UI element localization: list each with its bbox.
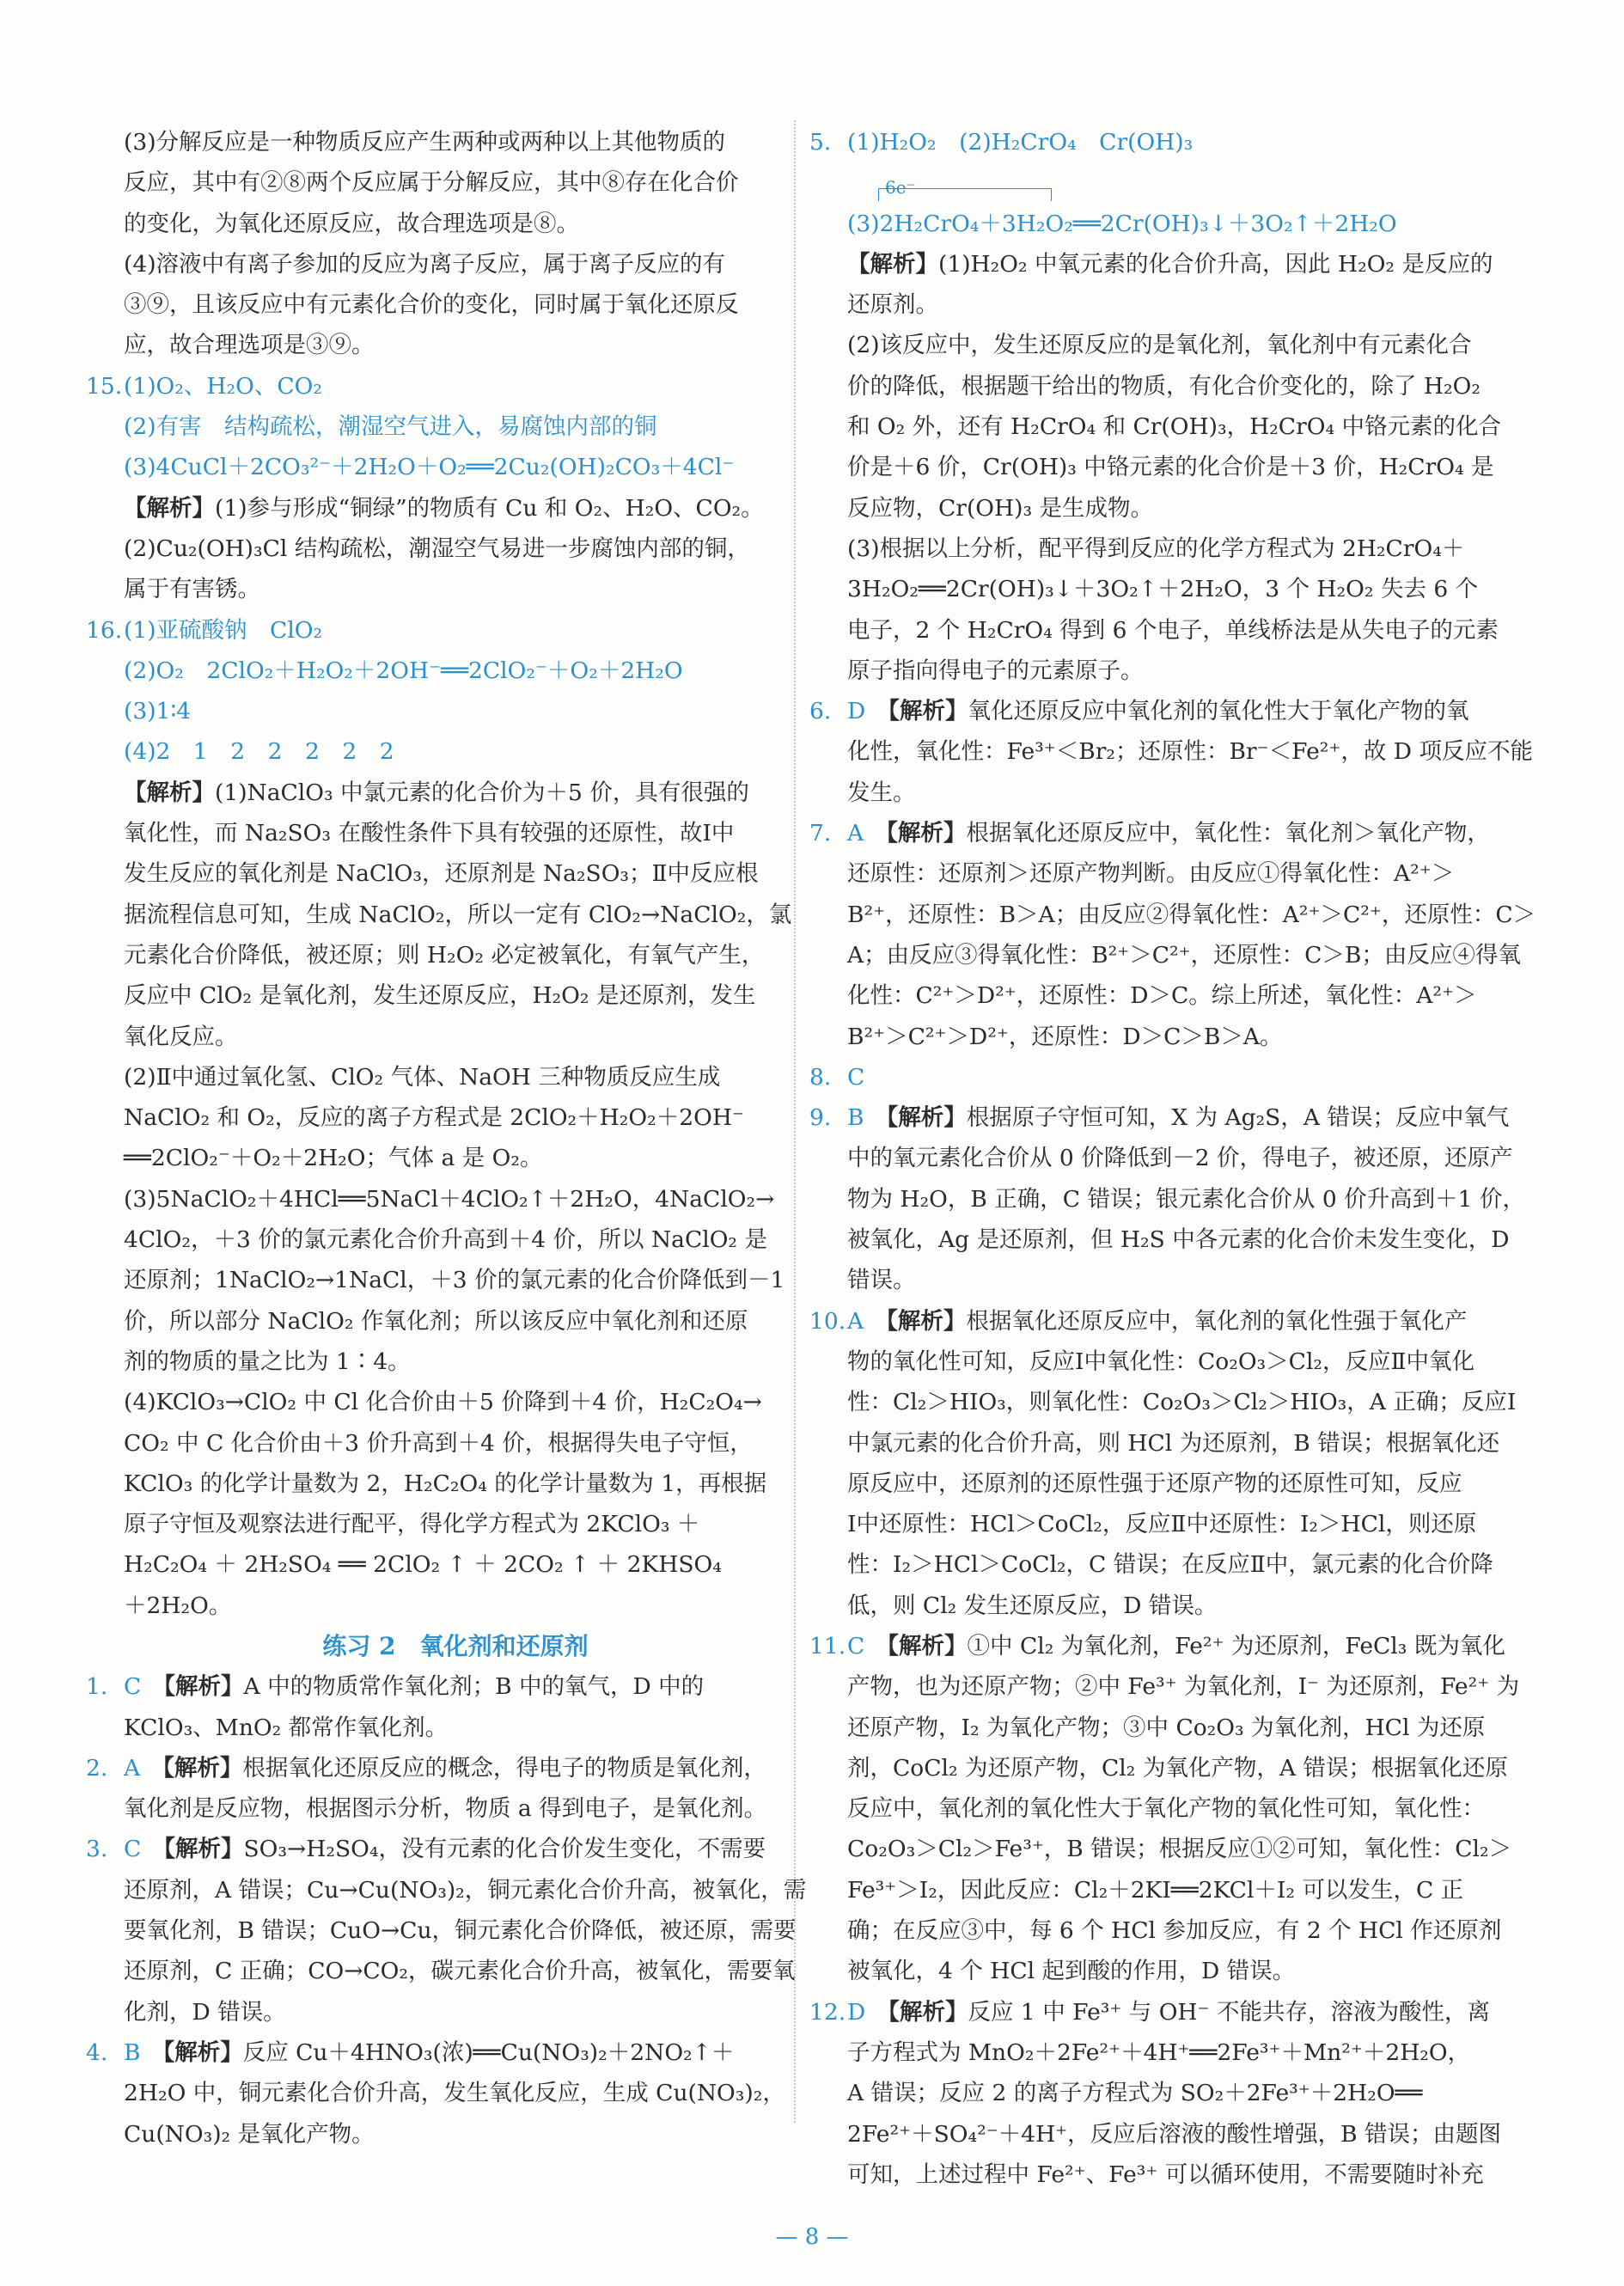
text-line — [86, 2073, 791, 2113]
line-text: (1)NaClO₃ 中氯元素的化合价为＋5 价，具有很强的 — [215, 779, 749, 806]
line-text: 中的氧元素化合价从 0 价降低到－2 价，得电子，被还原，还原产 — [847, 1145, 1513, 1172]
text-line — [809, 2155, 1531, 2195]
text-line — [86, 773, 791, 813]
line-text: 可知，上述过程中 Fe²⁺、Fe³⁺ 可以循环使用，不需要随时补充 — [847, 2161, 1484, 2188]
text-line — [86, 1992, 791, 2032]
text-line — [809, 569, 1531, 609]
question-number: 11. — [809, 1632, 846, 1659]
line-text: 氧化剂是反应物，根据图示分析，物质 a 得到电子，是氧化剂。 — [124, 1795, 767, 1823]
text-line — [86, 244, 791, 284]
line-text: 反应中，氧化剂的氧化性大于氧化产物的氧化性可知，氧化性： — [847, 1795, 1485, 1823]
line-text: (4)溶液中有离子参加的反应为离子反应，属于离子反应的有 — [124, 250, 726, 278]
question-number: 7. — [809, 820, 832, 847]
line-text: 原子守恒及观察法进行配平，得化学方程式为 2KClO₃ ＋ — [124, 1511, 700, 1538]
answer-choice: B — [124, 2038, 141, 2066]
line-text: 低，则 Cl₂ 发生还原反应，D 错误。 — [847, 1592, 1218, 1619]
text-line — [809, 610, 1531, 651]
line-text: (2)Cu₂(OH)₃Cl 结构疏松，潮湿空气易进一步腐蚀内部的铜， — [124, 535, 750, 562]
column-divider — [794, 120, 796, 2123]
answer-item — [86, 610, 791, 651]
line-text: 根据氧化还原反应的概念，得电子的物质是氧化剂， — [242, 1754, 766, 1782]
answer-item — [86, 1748, 791, 1788]
line-text: 元素化合价降低，被还原；则 H₂O₂ 必定被氧化，有氧气产生， — [124, 941, 765, 969]
line-text: 反应物，Cr(OH)₃ 是生成物。 — [847, 494, 1154, 522]
answer-item — [809, 1301, 1531, 1342]
line-text: 性：Cl₂＞HIO₃，则氧化性：Co₂O₃＞Cl₂＞HIO₃，A 正确；反应Ⅰ — [847, 1389, 1517, 1416]
text-line — [809, 488, 1531, 529]
line-text: H₂C₂O₄ ＋ 2H₂SO₄ ══ 2ClO₂ ↑ ＋ 2CO₂ ↑ ＋ 2KHSO₄ — [124, 1551, 722, 1579]
analysis-label: 【解析】 — [162, 2038, 243, 2066]
line-text: (1)H₂O₂ 中氧元素的化合价升高，因此 H₂O₂ 是反应的 — [938, 250, 1493, 278]
answer-item — [809, 1626, 1531, 1666]
text-line — [809, 1138, 1531, 1178]
line-text: 错误。 — [847, 1267, 916, 1294]
line-text: (2)该反应中，发生还原反应的是氧化剂，氧化剂中有元素化合 — [847, 332, 1472, 359]
answer-item — [86, 2032, 791, 2073]
line-text: 中氯元素的化合价升高，则 HCl 为还原剂，B 错误；根据氧化还 — [847, 1429, 1500, 1457]
text-line — [86, 1423, 791, 1464]
text-line — [809, 2073, 1531, 2113]
line-text: 子方程式为 MnO₂＋2Fe²⁺＋4H⁺══2Fe³⁺＋Mn²⁺＋2H₂O， — [847, 2038, 1471, 2066]
line-text: (3)2H₂CrO₄＋3H₂O₂══2Cr(OH)₃↓＋3O₂↑＋2H₂O — [847, 210, 1397, 237]
line-text: 还原产物，I₂ 为氧化产物；③中 Co₂O₃ 为氧化剂，HCl 为还原 — [847, 1714, 1486, 1741]
analysis-label: 【解析】 — [163, 1673, 244, 1701]
line-text: ①中 Cl₂ 为氧化剂，Fe²⁺ 为还原剂，FeCl₃ 既为氧化 — [967, 1632, 1505, 1659]
text-line — [86, 1097, 791, 1138]
line-text: 发生。 — [847, 779, 916, 806]
text-line — [809, 853, 1531, 894]
section-title: 练习 2 氧化剂和还原剂 — [322, 1631, 589, 1660]
text-line — [809, 366, 1531, 406]
line-text: 原子指向得电子的元素原子。 — [847, 657, 1144, 684]
question-number: 5. — [809, 129, 832, 156]
text-line — [86, 1586, 791, 1626]
text-line — [86, 1870, 807, 1910]
line-text: (4)2 1 2 2 2 2 2 — [124, 738, 394, 766]
line-text: 3H₂O₂══2Cr(OH)₃↓＋3O₂↑＋2H₂O，3 个 H₂O₂ 失去 6 个 — [847, 576, 1479, 603]
text-line — [86, 1504, 791, 1544]
text-line — [86, 569, 791, 609]
line-text: (4)KClO₃→ClO₂ 中 Cl 化合价由＋5 价降到＋4 价，H₂C₂O₄→ — [124, 1389, 762, 1416]
question-number: 9. — [809, 1104, 832, 1132]
line-text: 原反应中，还原剂的还原性强于还原产物的还原性可知，反应 — [847, 1470, 1462, 1497]
line-text: 剂的物质的量之比为 1∶4。 — [124, 1348, 411, 1375]
line-text: (2)有害 结构疏松，潮湿空气进入，易腐蚀内部的铜 — [124, 413, 657, 441]
analysis-label: 【解析】 — [887, 1632, 968, 1659]
line-text: ③⑨，且该反应中有元素化合价的变化，同时属于氧化还原反 — [124, 291, 739, 319]
line-text: (3)根据以上分析，配平得到反应的化学方程式为 2H₂CrO₄＋ — [847, 535, 1465, 562]
line-text: Fe³⁺＞I₂，因此反应：Cl₂＋2KI══2KCl＋I₂ 可以发生，C 正 — [847, 1876, 1464, 1904]
line-text: 化剂，D 错误。 — [124, 1998, 286, 2026]
line-text: 反应 Cu＋4HNO₃(浓)══Cu(NO₃)₂＋2NO₂↑＋ — [242, 2038, 735, 2066]
text-line — [809, 773, 1531, 813]
question-number: 10. — [809, 1307, 846, 1335]
analysis-label: 【解析】 — [888, 698, 968, 725]
line-text: 价，所以部分 NaClO₂ 作氧化剂；所以该反应中氧化剂和还原 — [124, 1307, 748, 1335]
text-line — [809, 1382, 1531, 1422]
answer-choice: A — [124, 1754, 141, 1782]
line-text: (2)O₂ 2ClO₂＋H₂O₂＋2OH⁻══2ClO₂⁻＋O₂＋2H₂O — [124, 657, 683, 684]
line-text: Cu(NO₃)₂ 是氧化产物。 — [124, 2120, 375, 2148]
line-text: 价的降低，根据题干给出的物质，有化合价变化的，除了 H₂O₂ — [847, 372, 1481, 400]
text-line — [809, 1544, 1531, 1585]
line-text: 要氧化剂，B 错误；CuO→Cu，铜元素化合价降低，被还原，需要 — [124, 1917, 797, 1945]
line-text: 的变化，为氧化还原反应，故合理选项是⑧。 — [124, 210, 579, 237]
text-line — [86, 1179, 791, 1219]
text-line — [809, 406, 1531, 447]
line-text: SO₃→H₂SO₄，没有元素的化合价发生变化，不需要 — [243, 1836, 766, 1863]
text-line — [86, 1301, 791, 1342]
text-line — [86, 1017, 791, 1057]
text-line — [86, 1951, 796, 1991]
answer-choice: C — [847, 1063, 865, 1091]
question-number: 3. — [86, 1836, 108, 1863]
line-text: 应，故合理选项是③⑨。 — [124, 332, 375, 359]
text-line — [809, 1910, 1531, 1951]
line-text: 产物，也为还原产物；②中 Fe³⁺ 为氧化剂，I⁻ 为还原剂，Fe²⁺ 为 — [847, 1673, 1520, 1701]
text-line — [809, 1870, 1531, 1910]
question-number: 8. — [809, 1063, 832, 1091]
line-text: ＋2H₂O。 — [124, 1592, 232, 1619]
text-line — [86, 975, 791, 1016]
text-line — [809, 651, 1531, 691]
line-text: (3)4CuCl＋2CO₃²⁻＋2H₂O＋O₂══2Cu₂(OH)₂CO₃＋4Cl⁻ — [124, 454, 735, 481]
line-text: A；由反应③得氧化性：B²⁺＞C²⁺，还原性：C＞B；由反应④得氧 — [847, 941, 1521, 969]
line-text: 确；在反应③中，每 6 个 HCl 参加反应，有 2 个 HCl 作还原剂 — [847, 1917, 1502, 1945]
line-text: 和 O₂ 外，还有 H₂CrO₄ 和 Cr(OH)₃，H₂CrO₄ 中铬元素的化合 — [847, 413, 1502, 441]
text-line — [86, 529, 791, 569]
line-text: 氧化性，而 Na₂SO₃ 在酸性条件下具有较强的还原性，故Ⅰ中 — [124, 820, 735, 847]
text-line — [86, 1342, 791, 1382]
text-line — [809, 975, 1531, 1016]
line-text: 电子，2 个 H₂CrO₄ 得到 6 个电子，单线桥法是从失电子的元素 — [847, 616, 1499, 644]
line-text: (1)O₂、H₂O、CO₂ — [124, 372, 322, 400]
text-line — [86, 447, 791, 487]
line-text: 反应中 ClO₂ 是氧化剂，发生还原反应，H₂O₂ 是还原剂，发生 — [124, 982, 756, 1010]
answer-choice: A — [847, 1307, 864, 1335]
answer-item — [809, 1992, 1531, 2032]
text-line — [809, 1179, 1531, 1219]
left-column — [86, 122, 807, 2155]
answer-item — [86, 366, 791, 406]
text-line — [86, 813, 791, 853]
line-text: 还原剂。 — [847, 291, 938, 319]
text-line — [809, 1666, 1531, 1707]
question-number: 6. — [809, 698, 832, 725]
answer-item — [809, 1097, 1531, 1138]
line-text: 价是＋6 价，Cr(OH)₃ 中铬元素的化合价是＋3 价，H₂CrO₄ 是 — [847, 454, 1494, 481]
line-text: 根据氧化还原反应中，氧化剂的氧化性强于氧化产 — [966, 1307, 1468, 1335]
text-line — [86, 895, 791, 935]
text-line — [86, 1464, 791, 1504]
line-text: (1)亚硫酸钠 ClO₂ — [124, 616, 323, 644]
text-line — [809, 731, 1531, 772]
line-text: 2H₂O 中，铜元素化合价升高，发生氧化反应，生成 Cu(NO₃)₂， — [124, 2080, 785, 2107]
analysis-label: 【解析】 — [163, 1836, 244, 1863]
text-line — [86, 284, 791, 325]
text-line — [86, 651, 791, 691]
line-text: 属于有害锈。 — [124, 576, 260, 603]
line-text: (2)Ⅱ中通过氧化氢、ClO₂ 气体、NaOH 三种物质反应生成 — [124, 1063, 721, 1091]
text-line — [86, 935, 791, 975]
line-text: (3)5NaClO₂＋4HCl══5NaCl＋4ClO₂↑＋2H₂O，4NaClO₂→ — [124, 1185, 775, 1213]
text-line — [86, 1382, 791, 1422]
line-text: 还原剂；1NaClO₂→1NaCl，＋3 价的氯元素的化合价降低到－1 — [124, 1267, 785, 1294]
text-line — [86, 1138, 791, 1178]
text-line — [809, 1260, 1531, 1300]
text-line — [809, 1342, 1531, 1382]
text-line — [809, 1788, 1531, 1829]
text-line — [86, 853, 791, 894]
answer-choice: C — [847, 1632, 865, 1659]
text-line — [86, 1544, 791, 1585]
line-text: 剂，CoCl₂ 为还原产物，Cl₂ 为氧化产物，A 错误；根据氧化还原 — [847, 1754, 1508, 1782]
text-line — [86, 1708, 791, 1748]
question-number: 12. — [809, 1998, 846, 2026]
answer-choice: B — [847, 1104, 864, 1132]
text-line — [809, 2114, 1531, 2155]
text-line — [809, 1504, 1531, 1544]
analysis-label: 【解析】 — [886, 1307, 967, 1335]
line-text: A 中的物质常作氧化剂；B 中的氧气，D 中的 — [243, 1673, 705, 1701]
text-line — [86, 1219, 791, 1260]
text-line — [809, 529, 1531, 569]
line-text: Ⅰ中还原性：HCl＞CoCl₂，反应Ⅱ中还原性：I₂＞HCl，则还原 — [847, 1511, 1477, 1538]
line-text: Co₂O₃＞Cl₂＞Fe³⁺，B 错误；根据反应①②可知，氧化性：Cl₂＞ — [847, 1836, 1512, 1863]
text-line — [809, 1219, 1531, 1260]
line-text: 被氧化，Ag 是还原剂，但 H₂S 中各元素的化合价未发生变化，D — [847, 1226, 1510, 1254]
line-text: 反应 1 中 Fe³⁺ 与 OH⁻ 不能共存，溶液为酸性，离 — [968, 1998, 1490, 2026]
answer-choice: D — [847, 1998, 866, 2026]
line-text: 还原剂，C 正确；CO→CO₂，碳元素化合价升高，被氧化，需要氧 — [124, 1958, 796, 1985]
question-number: 4. — [86, 2038, 108, 2066]
text-line — [809, 204, 1531, 244]
line-text: 氧化反应。 — [124, 1023, 238, 1050]
line-text: (3)分解反应是一种物质反应产生两种或两种以上其他物质的 — [124, 129, 726, 156]
line-text: 氧化还原反应中氧化剂的氧化性大于氧化产物的氧 — [968, 698, 1469, 725]
text-line — [86, 1788, 791, 1829]
answer-item — [86, 1829, 791, 1869]
answer-item — [86, 1666, 791, 1707]
text-line — [86, 2114, 791, 2155]
line-text: 化性，氧化性：Fe³⁺＜Br₂；还原性：Br⁻＜Fe²⁺，故 D 项反应不能 — [847, 738, 1533, 766]
text-line — [809, 1423, 1531, 1464]
answer-choice: D — [847, 698, 866, 725]
text-line — [86, 162, 791, 203]
text-line — [809, 1708, 1531, 1748]
line-text: 4ClO₂，＋3 价的氯元素化合价升高到＋4 价，所以 NaClO₂ 是 — [124, 1226, 767, 1254]
line-text: 性：I₂＞HCl＞CoCl₂，C 错误；在反应Ⅱ中，氯元素的化合价降 — [847, 1551, 1493, 1579]
line-text: 还原性：还原剂＞还原产物判断。由反应①得氧化性：A²⁺＞ — [847, 860, 1455, 888]
question-number: 1. — [86, 1673, 108, 1701]
line-text: 根据氧化还原反应中，氧化性：氧化剂＞氧化产物， — [966, 820, 1490, 847]
line-text: A 错误；反应 2 的离子方程式为 SO₂＋2Fe³⁺＋2H₂O══ — [847, 2080, 1423, 2107]
line-text: 物的氧化性可知，反应Ⅰ中氧化性：Co₂O₃＞Cl₂，反应Ⅱ中氧化 — [847, 1348, 1475, 1375]
analysis-label: 【解析】 — [124, 779, 215, 806]
line-text: 反应，其中有②⑧两个反应属于分解反应，其中⑧存在化合价 — [124, 169, 739, 197]
text-line — [809, 1951, 1531, 1991]
line-text: KClO₃、MnO₂ 都常作氧化剂。 — [124, 1714, 449, 1741]
line-text: B²⁺＞C²⁺＞D²⁺，还原性：D＞C＞B＞A。 — [847, 1023, 1283, 1050]
line-text: KClO₃ 的化学计量数为 2，H₂C₂O₄ 的化学计量数为 1，再根据 — [124, 1470, 767, 1497]
text-line — [809, 2032, 1531, 2073]
text-line — [86, 204, 791, 244]
line-text: NaClO₂ 和 O₂，反应的离子方程式是 2ClO₂＋H₂O₂＋2OH⁻ — [124, 1104, 744, 1132]
answer-item — [809, 691, 1531, 731]
line-text: 还原剂，A 错误；Cu→Cu(NO₃)₂，铜元素化合价升高，被氧化，需 — [124, 1876, 807, 1904]
line-text: B²⁺，还原性：B＞A；由反应②得氧化性：A²⁺＞C²⁺，还原性：C＞ — [847, 901, 1536, 928]
analysis-label: 【解析】 — [124, 494, 215, 522]
analysis-label: 【解析】 — [886, 820, 967, 847]
answer-choice: C — [124, 1673, 142, 1701]
text-line — [809, 1586, 1531, 1626]
text-line — [809, 244, 1531, 284]
page-number: — 8 — — [775, 2224, 849, 2250]
text-line — [809, 895, 1536, 935]
text-line — [86, 1910, 797, 1951]
electron-count-label: 6e⁻ — [885, 177, 916, 199]
text-line — [86, 691, 791, 731]
line-text: 2Fe²⁺＋SO₄²⁻＋4H⁺，反应后溶液的酸性增强，B 错误；由题图 — [847, 2120, 1502, 2148]
answer-choice: C — [124, 1836, 142, 1863]
answer-item — [809, 813, 1531, 853]
line-text: (1)参与形成“铜绿”的物质有 Cu 和 O₂、H₂O、CO₂。 — [215, 494, 764, 522]
line-text: ══2ClO₂⁻＋O₂＋2H₂O；气体 a 是 O₂。 — [124, 1145, 543, 1172]
text-line — [86, 488, 791, 529]
text-line — [809, 935, 1531, 975]
text-line — [809, 1017, 1531, 1057]
text-line — [86, 731, 791, 772]
analysis-label: 【解析】 — [886, 1104, 967, 1132]
line-text: 化性：C²⁺＞D²⁺，还原性：D＞C。综上所述，氧化性：A²⁺＞ — [847, 982, 1477, 1010]
answer-item — [809, 122, 1531, 162]
line-text: 物为 H₂O，B 正确，C 错误；银元素化合价从 0 价升高到＋1 价， — [847, 1185, 1525, 1213]
text-line — [809, 1829, 1531, 1869]
line-text: 发生反应的氧化剂是 NaClO₃，还原剂是 Na₂SO₃；Ⅱ中反应根 — [124, 860, 759, 888]
question-number: 16. — [86, 616, 123, 644]
text-line — [86, 1260, 791, 1300]
line-text: 据流程信息可知，生成 NaClO₂，所以一定有 ClO₂→NaClO₂，氯 — [124, 901, 792, 928]
answer-item — [809, 1057, 1531, 1097]
text-line — [809, 325, 1531, 365]
analysis-label: 【解析】 — [888, 1998, 968, 2026]
line-text: CO₂ 中 C 化合价由＋3 价升高到＋4 价，根据得失电子守恒， — [124, 1429, 753, 1457]
line-text: 被氧化，4 个 HCl 起到酸的作用，D 错误。 — [847, 1958, 1296, 1985]
analysis-label: 【解析】 — [162, 1754, 243, 1782]
text-line — [809, 1464, 1531, 1504]
text-line — [809, 447, 1531, 487]
text-line — [86, 325, 791, 365]
question-number: 2. — [86, 1754, 108, 1782]
right-column — [809, 122, 1536, 2195]
line-text: (3)1∶4 — [124, 698, 192, 725]
text-line — [809, 1748, 1531, 1788]
text-line — [809, 284, 1531, 325]
line-text: (1)H₂O₂ (2)H₂CrO₄ Cr(OH)₃ — [847, 129, 1194, 156]
line-text: 根据原子守恒可知，X 为 Ag₂S，A 错误；反应中氧气 — [966, 1104, 1510, 1132]
answer-choice: A — [847, 820, 864, 847]
electron-transfer-annotation — [809, 162, 1531, 203]
single-line-bridge-arrow — [878, 188, 1052, 201]
text-line — [86, 122, 791, 162]
text-line — [86, 406, 791, 447]
question-number: 15. — [86, 372, 123, 400]
analysis-label: 【解析】 — [847, 250, 938, 278]
text-line — [86, 1057, 791, 1097]
